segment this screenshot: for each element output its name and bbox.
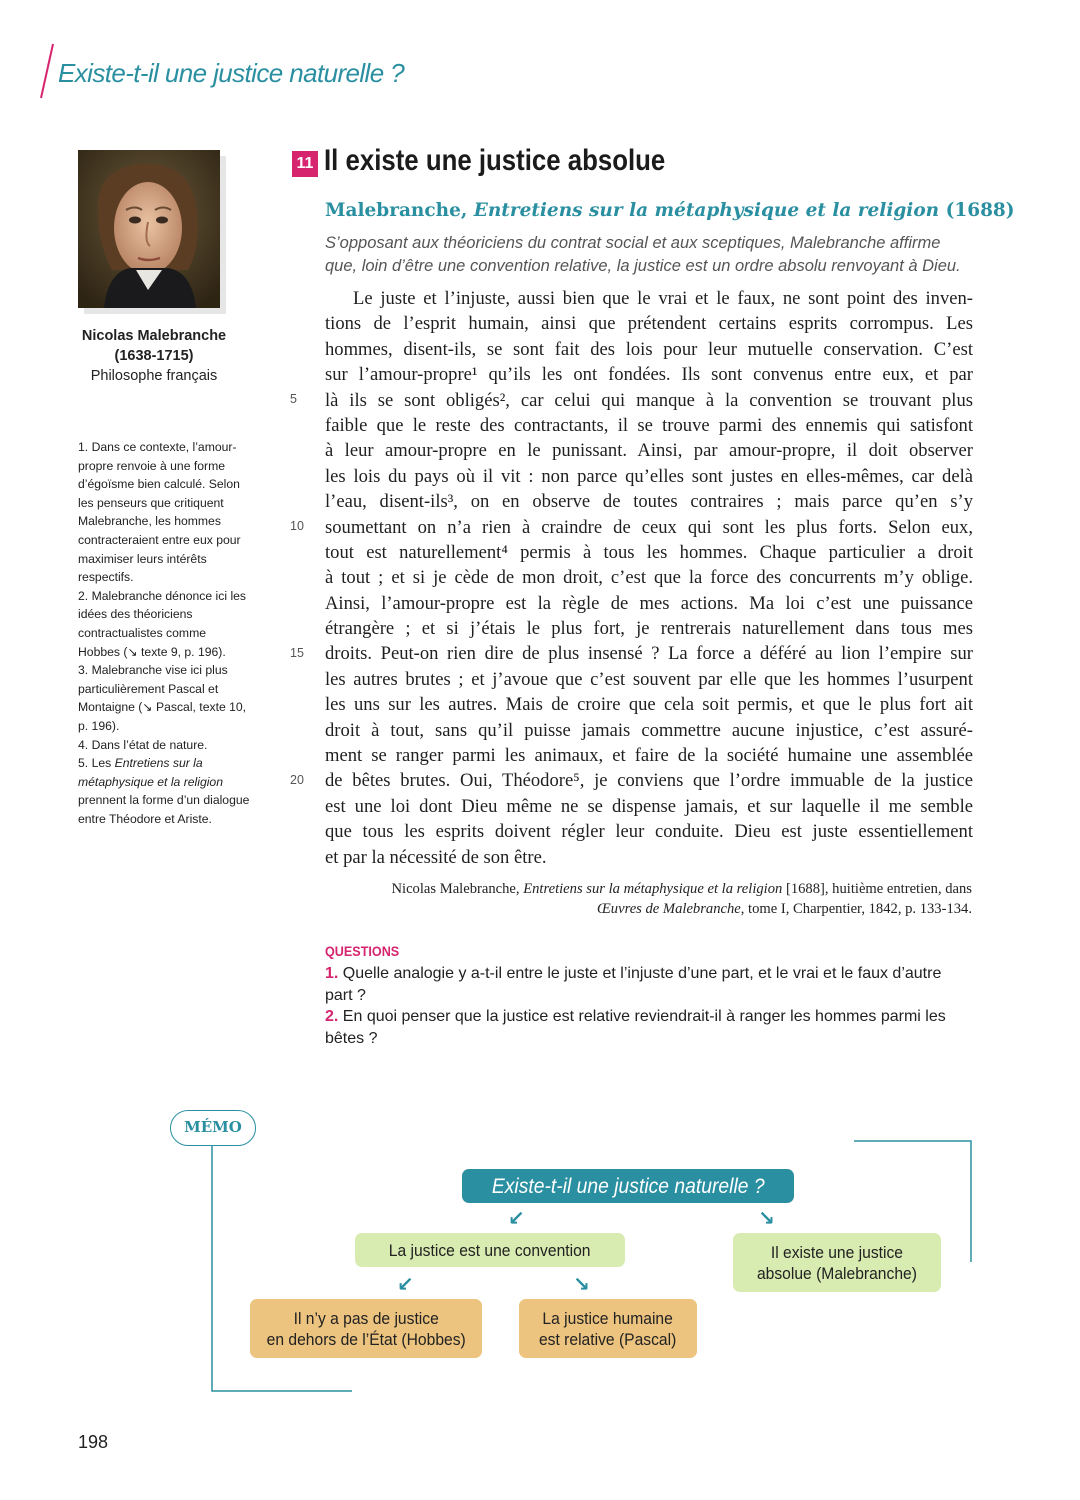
excerpt-line: hommes, disent-ils, se sont fait des lois pour leur mutuelle conservation. C’est <box>325 338 973 360</box>
excerpt-line: étrangère ; et si j’étais le plus fort, je rentrerais naturellement dans tous mes <box>325 618 973 640</box>
bibliographic-reference: Nicolas Malebranche, Entretiens sur la métaphysique et la religion [1688], huitième entretien, dans Œuvres de Malebranche, tome I, Charpentier, 1842, p. 133-134. <box>391 881 972 917</box>
text-number-badge: 11 <box>292 151 318 177</box>
excerpt-line: les lois du pays où il vit : non parce qu’elles sont justes en elles-mêmes, car delà <box>325 465 973 487</box>
arrow-down-left-icon: ↙ <box>508 1206 525 1230</box>
memo-label: MÉMO <box>170 1110 256 1146</box>
line-number: 15 <box>290 646 304 660</box>
excerpt-line: droit à tout, sans qu’il puisse jamais commettre aucune injustice, c’est assuré- <box>325 719 973 741</box>
text-introduction: S’opposant aux théoriciens du contrat social et aux sceptiques, Malebranche affirme que, loin d’être une convention relative, la justice est un ordre absolu renvoyant à Dieu. <box>325 234 961 275</box>
text-title: Il existe une justice absolue <box>324 144 666 177</box>
question-item: 1. Quelle analogie y a-t-il entre le juste et l’injuste d’une part, et le vrai et le faux d’autre part ? <box>325 965 942 1004</box>
line-number: 20 <box>290 773 304 787</box>
running-title: Existe-t-il une justice naturelle ? <box>58 58 405 88</box>
excerpt-line: ment se ranger parmi les animaux, et faire de la société humaine une assemblée <box>325 745 973 767</box>
arrow-down-right-icon: ↘ <box>758 1206 775 1230</box>
text-source: Malebranche, Entretiens sur la métaphysique et la religion (1688) <box>325 200 1015 221</box>
arrow-down-left-icon: ↙ <box>397 1272 414 1296</box>
excerpt-line: là ils se sont obligés², car celui qui manque à la convention se trouvant plus <box>325 389 973 411</box>
excerpt-line: soumettant on n’a rien à craindre de ceux qui sont les plus forts. Selon eux, <box>325 516 973 538</box>
excerpt-line: à tout ; et si je cède de mon droit, c’est que la force des concurrents m’y oblige. <box>325 567 973 589</box>
excerpt-line: l’eau, disent-ils³, on en observe de toutes contraires ; mais parce qu’en s’y <box>325 491 973 513</box>
excerpt-line: tout est naturellement⁴ permis à tous les hommes. Chaque particulier a droit <box>325 541 973 563</box>
footnote-item: 2. Malebranche dénonce ici les idées des théoriciens contractualistes comme Hobbes (↘ texte 9, p. 196). <box>78 588 247 659</box>
memo-convention-box: La justice est une convention <box>355 1233 625 1267</box>
memo-pascal-box: La justice humaine est relative (Pascal) <box>519 1299 697 1358</box>
author-name: Nicolas Malebranche <box>81 328 227 344</box>
arrow-down-right-icon: ↘ <box>573 1272 590 1296</box>
questions-heading: QUESTIONS <box>325 943 400 959</box>
author-dates: (1638-1715) <box>114 348 194 364</box>
excerpt-line: Ainsi, l’amour-propre est la règle de mes actions. Ma loi c’est une puissance <box>325 592 973 614</box>
line-number: 5 <box>290 392 297 406</box>
excerpt-line: à leur amour-propre en le punissant. Ainsi, par amour-propre, il doit observer <box>325 440 973 462</box>
page-number: 198 <box>78 1432 109 1452</box>
footnote-item: 3. Malebranche vise ici plus particulièrement Pascal et Montaigne (↘ Pascal, texte 10, p. 196). <box>78 663 247 733</box>
line-number: 10 <box>290 519 304 533</box>
memo-root-box: Existe-t-il une justice naturelle ? <box>462 1169 794 1203</box>
excerpt-line: les autres brutes ; et j’avoue que c’est souvent par elle que les hommes l’usurpent <box>325 668 973 690</box>
excerpt-line: droits. Peut-on rien dire de plus insensé ? La force a déféré au lion l’empire sur <box>325 643 973 665</box>
excerpt-line: tions de l’esprit humain, ainsi que prétendent certains esprits corrompus. Les <box>325 313 973 335</box>
excerpt-line: Le juste et l’injuste, aussi bien que le vrai et le faux, ne sont point des inven- <box>353 288 973 309</box>
footnote-item: 5. Les Entretiens sur la métaphysique et la religion prennent la forme d’un dialogue entre Théodore et Ariste. <box>78 756 250 826</box>
excerpt-line: et par la nécessité de son être. <box>325 846 547 868</box>
excerpt-line: de bêtes brutes. Oui, Théodore⁵, je conviens que l’ordre immuable de la justice <box>325 770 973 792</box>
excerpt-line: les uns sur les autres. Mais de croire que cela soit permis, et que le plus fort ait <box>325 694 973 716</box>
footnote-item: 1. Dans ce contexte, l’amour-propre renvoie à une forme d’égoïsme bien calculé. Selon les penseurs que critiquent Malebranche, les hommes contracteraient entre eux pour maximiser leurs intérêts respectifs. <box>78 440 241 585</box>
question-item: 2. En quoi penser que la justice est relative reviendrait-il à ranger les hommes parmi les bêtes ? <box>325 1008 946 1047</box>
memo-hobbes-box: Il n’y a pas de justice en dehors de l’État (Hobbes) <box>250 1299 482 1358</box>
footnote-item: 4. Dans l’état de nature. <box>78 737 208 752</box>
excerpt-line: faible que le reste des contractants, il se trouve parmi des ennemis qui satisfont <box>325 414 973 436</box>
memo-absolute-box: Il existe une justice absolue (Malebranche) <box>733 1233 941 1292</box>
excerpt-line: que tous les esprits doivent régler leur conduite. Dieu est juste essentiellement <box>325 821 973 843</box>
excerpt-line: sur l’amour-propre¹ qu’ils les ont fondées. Ils sont convenus entre eux, et par <box>325 364 973 386</box>
author-role: Philosophe français <box>90 368 218 384</box>
excerpt-line: est une loi dont Dieu même ne se dispense jamais, et sur laquelle il me semble <box>325 795 973 817</box>
